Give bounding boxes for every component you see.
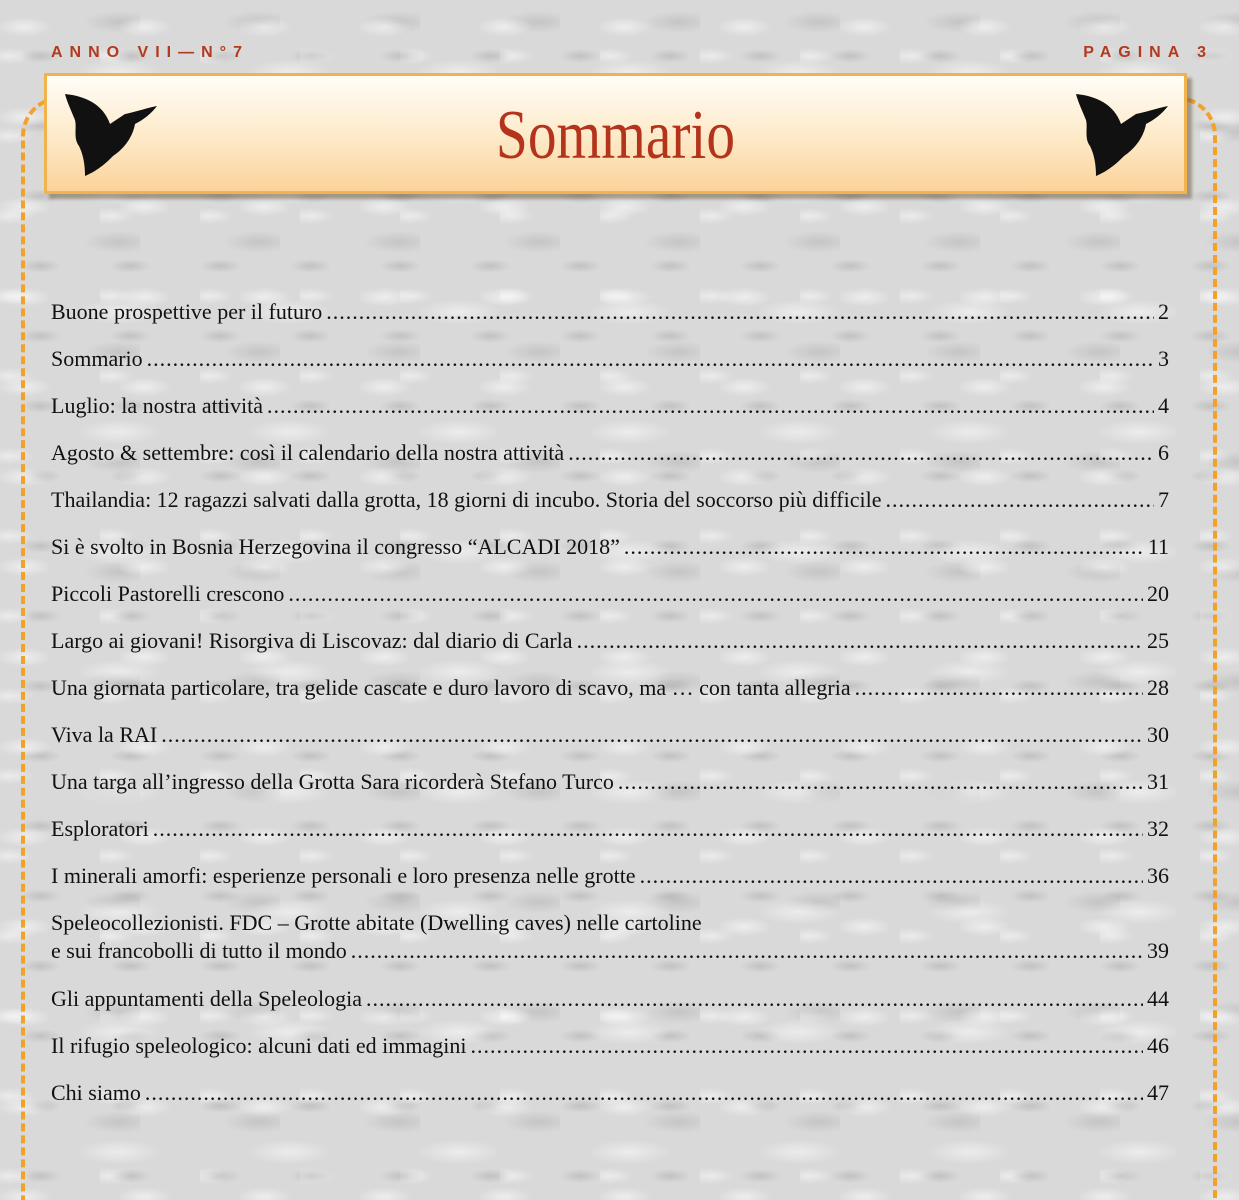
toc-title: Buone prospettive per il futuro (51, 299, 323, 324)
toc-entry[interactable] (51, 985, 1169, 1012)
toc-title: Gli appuntamenti della Speleologia (51, 986, 362, 1011)
toc-entry[interactable] (51, 298, 1169, 325)
toc-entry[interactable] (51, 439, 1169, 466)
toc-title: Luglio: la nostra attività (51, 393, 264, 418)
toc-entry[interactable] (51, 345, 1169, 372)
toc-title: Speleocollezionisti. FDC – Grotte abitate (Dwelling caves) nelle cartoline (51, 910, 702, 935)
toc-title: Una giornata particolare, tra gelide cascate e duro lavoro di scavo, ma … con tanta allegria (51, 675, 851, 700)
toc-page: 20 (1147, 581, 1169, 606)
toc-page: 30 (1147, 722, 1169, 747)
toc-entry[interactable] (51, 768, 1169, 795)
toc-entry[interactable] (51, 627, 1169, 654)
toc-entry[interactable] (51, 1032, 1169, 1059)
toc-entry[interactable] (51, 815, 1169, 842)
toc-title: Thailandia: 12 ragazzi salvati dalla grotta, 18 giorni di incubo. Storia del soccorso più difficile (51, 487, 882, 512)
bat-icon (1066, 84, 1176, 184)
toc-page: 46 (1147, 1033, 1169, 1058)
toc-title: Largo ai giovani! Risorgiva di Liscovaz: dal diario di Carla (51, 628, 573, 653)
toc-title: Si è svolto in Bosnia Herzegovina il congresso “ALCADI 2018” (51, 534, 620, 559)
toc-page: 47 (1147, 1080, 1169, 1105)
toc-title: I minerali amorfi: esperienze personali e loro presenza nelle grotte (51, 863, 636, 888)
toc-title: Esploratori (51, 816, 149, 841)
toc-entry[interactable] (51, 909, 1169, 965)
toc-page: 31 (1147, 769, 1169, 794)
toc-page: 7 (1158, 487, 1169, 512)
toc-title: Agosto & settembre: così il calendario della nostra attività (51, 440, 565, 465)
toc-entry[interactable] (51, 533, 1169, 560)
page-number-label: PAGINA 3 (1083, 44, 1213, 61)
toc-page: 28 (1147, 675, 1169, 700)
toc-title-continued: e sui francobolli di tutto il mondo (51, 938, 347, 963)
toc-page: 6 (1158, 440, 1169, 465)
toc-entry[interactable] (51, 862, 1169, 889)
issue-label: ANNO VII—N°7 (51, 44, 249, 61)
toc-page: 2 (1158, 299, 1169, 324)
title-banner (44, 73, 1187, 194)
toc-entry[interactable] (51, 674, 1169, 701)
toc-page: 4 (1158, 393, 1169, 418)
toc-page: 44 (1147, 986, 1169, 1011)
toc-title: Il rifugio speleologico: alcuni dati ed immagini (51, 1033, 467, 1058)
table-of-contents (51, 298, 1169, 1126)
toc-page: 3 (1158, 346, 1169, 371)
toc-title: Sommario (51, 346, 143, 371)
toc-title: Viva la RAI (51, 722, 158, 747)
toc-page: 25 (1147, 628, 1169, 653)
toc-page: 11 (1147, 534, 1169, 559)
toc-page: 32 (1147, 816, 1169, 841)
toc-entry[interactable] (51, 721, 1169, 748)
toc-entry[interactable] (51, 486, 1169, 513)
toc-entry[interactable] (51, 1079, 1169, 1106)
toc-entry[interactable] (51, 392, 1169, 419)
toc-title: Piccoli Pastorelli crescono (51, 581, 285, 606)
toc-title: Una targa all’ingresso della Grotta Sara ricorderà Stefano Turco (51, 769, 614, 794)
page-title: Sommario (495, 97, 736, 174)
toc-page: 39 (1147, 938, 1169, 963)
toc-page: 36 (1147, 863, 1169, 888)
toc-entry[interactable] (51, 580, 1169, 607)
toc-title: Chi siamo (51, 1080, 141, 1105)
